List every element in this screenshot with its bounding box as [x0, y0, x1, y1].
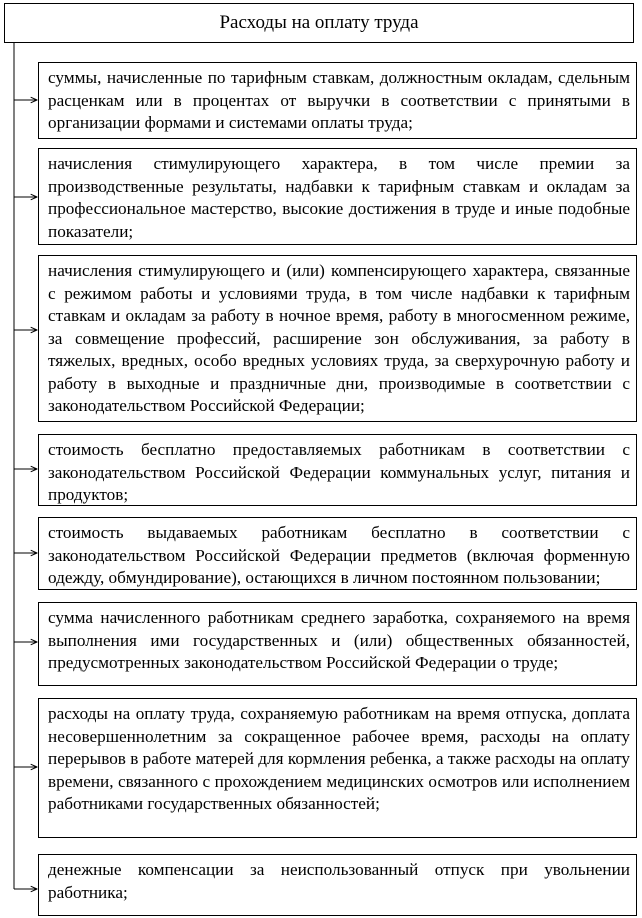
expense-item-text: денежные компенсации за неиспользованный отпуск при увольнении работника; [48, 860, 630, 902]
expense-item-text: стоимость выдаваемых работникам бесплатно в соответствии с законодательством Российской Федерации предметов (включая форменную одежду, обмундирование), остающихся в личном постоянном пользовании; [48, 523, 630, 587]
expense-item-4 [38, 434, 637, 506]
expense-item-text: начисления стимулирующего и (или) компенсирующего характера, связанные с режимом работы и условиями труда, в том числе надбавки к тарифным ставкам и окладам за работу в ночное время, работу в многосменном режиме, за совмещение профессий, расширение зон обслуживания, за работу в тяжелых, вредных, особо вредных условиях труда, за сверхурочную работу и работу в выходные и праздничные дни, производимые в соответствии с законодательством Российской Федерации; [48, 261, 630, 415]
expense-item-7 [38, 698, 637, 838]
expense-item-text: сумма начисленного работникам среднего заработка, сохраняемого на время выполнения ими государственных и (или) общественных обязанностей, предусмотренных законодательством Российской Федерации о труде; [48, 608, 630, 672]
expense-item-6 [38, 602, 637, 686]
expense-item-1 [38, 62, 637, 139]
expense-item-text: стоимость бесплатно предоставляемых работникам в соответствии с законодательством Российской Федерации коммунальных услуг, питания и продуктов; [48, 440, 630, 504]
expense-item-2 [38, 148, 637, 245]
expense-item-text: суммы, начисленные по тарифным ставкам, должностным окладам, сдельным расценкам или в процентах от выручки в соответствии с принятыми в организации формами и системами оплаты труда; [48, 68, 630, 132]
expense-item-5 [38, 517, 637, 590]
diagram-title-text: Расходы на оплату труда [219, 12, 419, 33]
expense-item-8 [38, 854, 637, 916]
expense-item-3 [38, 255, 637, 422]
expense-item-text: расходы на оплату труда, сохраняемую работникам на время отпуска, доплата несовершеннолетним за сокращенное рабочее время, расходы на оплату перерывов в работе матерей для кормления ребенка, а также расходы на оплату времени, связанного с прохождением медицинских осмотров или исполнением работниками государственных обязанностей; [48, 704, 630, 813]
expense-item-text: начисления стимулирующего характера, в том числе премии за производственные результаты, надбавки к тарифным ставкам и окладам за профессиональное мастерство, высокие достижения в труде и иные подобные показатели; [48, 154, 630, 241]
